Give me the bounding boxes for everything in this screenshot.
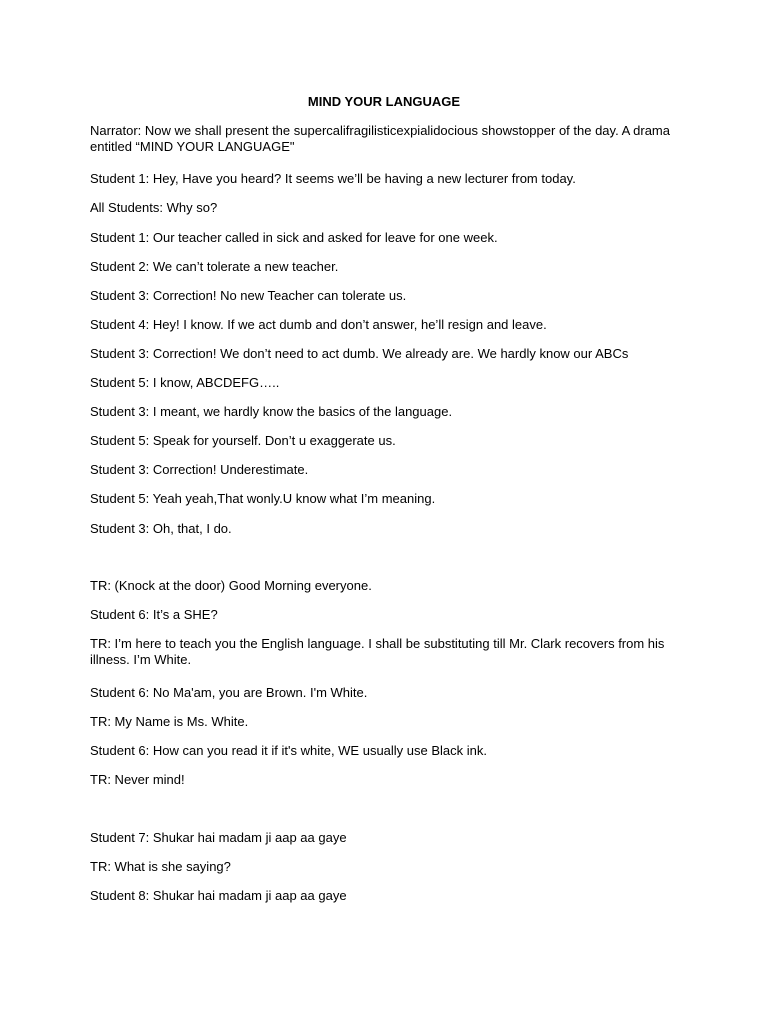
script-line: All Students: Why so? xyxy=(90,200,218,215)
script-line: Student 3: Correction! Underestimate. xyxy=(90,462,309,477)
script-line: Student 5: Yeah yeah,That wonly.U know what I’m meaning. xyxy=(90,491,436,506)
script-line: Student 7: Shukar hai madam ji aap aa gaye xyxy=(90,830,347,845)
script-line: Student 5: Speak for yourself. Don’t u exaggerate us. xyxy=(90,433,396,448)
script-line: Student 3: Oh, that, I do. xyxy=(90,521,232,536)
script-line: Student 6: It’s a SHE? xyxy=(90,607,218,622)
script-line: TR: I’m here to teach you the English language. I shall be substituting till Mr. Clark recovers from his illness. I’m White. xyxy=(90,636,665,667)
script-line: Student 1: Hey, Have you heard? It seems we’ll be having a new lecturer from today. xyxy=(90,171,576,186)
script-line: Student 3: Correction! We don’t need to act dumb. We already are. We hardly know our ABCs xyxy=(90,346,629,361)
script-line: TR: Never mind! xyxy=(90,772,185,787)
script-line: TR: (Knock at the door) Good Morning everyone. xyxy=(90,578,372,593)
script-line: Student 6: How can you read it if it's white, WE usually use Black ink. xyxy=(90,743,487,758)
script-line: Student 8: Shukar hai madam ji aap aa gaye xyxy=(90,888,347,903)
script-line: Student 3: I meant, we hardly know the basics of the language. xyxy=(90,404,453,419)
script-line: Student 2: We can’t tolerate a new teacher. xyxy=(90,259,339,274)
script-line: TR: What is she saying? xyxy=(90,859,231,874)
script-line: Student 1: Our teacher called in sick and asked for leave for one week. xyxy=(90,230,498,245)
document-title: MIND YOUR LANGUAGE xyxy=(307,94,461,109)
script-line: Student 5: I know, ABCDEFG….. xyxy=(90,375,280,390)
script-line: Student 4: Hey! I know. If we act dumb and don’t answer, he’ll resign and leave. xyxy=(90,317,547,332)
script-line-narrator: Narrator: Now we shall present the supercalifragilisticexpialidocious showstopper of the day. A drama entitled “MIND YOUR LANGUAGE" xyxy=(90,123,670,154)
script-line: Student 3: Correction! No new Teacher can tolerate us. xyxy=(90,288,407,303)
script-line: Student 6: No Ma'am, you are Brown. I'm White. xyxy=(90,685,368,700)
script-line: TR: My Name is Ms. White. xyxy=(90,714,249,729)
